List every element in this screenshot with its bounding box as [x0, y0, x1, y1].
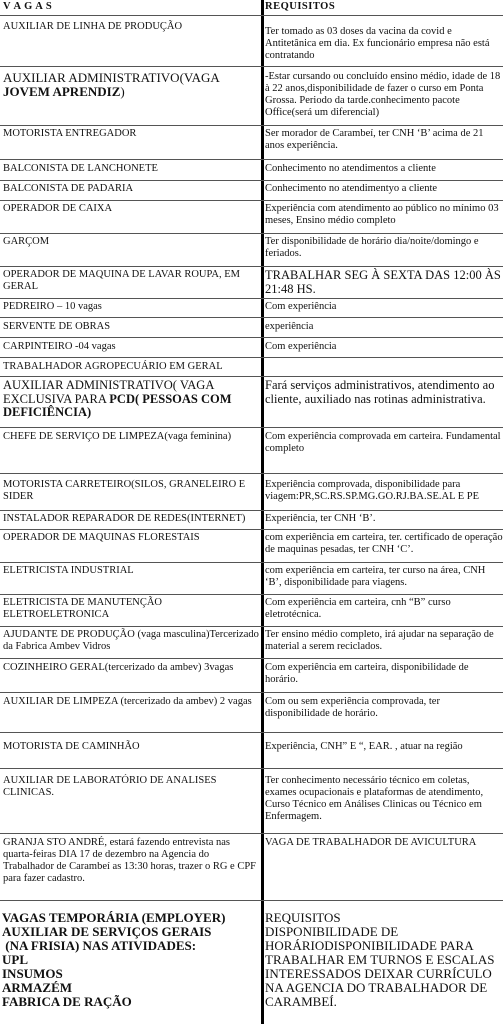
row-divider: [0, 833, 503, 834]
vaga-title: CHEFE DE SERVIÇO DE LIMPEZA(vaga feminina): [3, 431, 232, 442]
table-row: [0, 162, 503, 180]
row-divider: [0, 15, 503, 16]
vaga-title: AJUDANTE DE PRODUÇÃO (vaga masculina)Tercerizado da Fabrica Ambev Vidros: [3, 629, 259, 652]
temp-req-line: INTERESSADOS DEIXAR CURRÍCULO: [265, 966, 492, 981]
row-divider: [0, 658, 503, 659]
vaga-title: MOTORISTA ENTREGADOR: [3, 128, 137, 139]
row-divider: [0, 159, 503, 160]
vaga-title: AUXILIAR ADMINISTRATIVO( VAGA EXCLUSIVA PARA PCD( PESSOAS COM DEFICIÊNCIA): [3, 378, 232, 419]
row-divider: [0, 529, 503, 530]
temp-line: ARMAZÉM: [2, 980, 73, 995]
vaga-title: COZINHEIRO GERAL(tercerizado da ambev) 3vagas: [3, 662, 234, 673]
vaga-title: ELETRICISTA DE MANUTENÇÃO ELETROELETRONICA: [3, 597, 162, 620]
table-row: [0, 300, 503, 317]
header-requisitos: REQUISITOS: [265, 1, 336, 12]
vaga-title: BALCONISTA DE LANCHONETE: [3, 163, 158, 174]
vaga-requirement: com experiência em carteira, ter. certificado de operação de maquinas pesadas, ter CNH ‘C’.: [265, 532, 503, 555]
vaga-title: OPERADOR DE MAQUINAS FLORESTAIS: [3, 532, 200, 543]
row-divider: [0, 692, 503, 693]
vaga-title: SERVENTE DE OBRAS: [3, 321, 111, 332]
table-row: [0, 202, 503, 232]
table-row: [0, 596, 503, 626]
vaga-requirement: Com ou sem experiência comprovada, ter disponibilidade de horário.: [265, 696, 440, 719]
vaga-requirement: Fará serviços administrativos, atendimento ao cliente, auxiliado nas rotinas administrativa.: [265, 378, 495, 406]
table-row: [0, 360, 503, 376]
vaga-requirement: -Estar cursando ou concluído ensino médio, idade de 18 à 22 anos,disponibilidade de fazer o curso em Ponta Grossa. Periodo da tarde.conhecimento pacote Office(será um diferencial): [265, 71, 501, 118]
table-row: [0, 182, 503, 200]
row-divider: [0, 233, 503, 234]
vaga-title: INSTALADOR REPARADOR DE REDES(INTERNET): [3, 513, 246, 524]
vaga-requirement: experiência: [265, 321, 314, 332]
vaga-requirement: Com experiência: [265, 301, 337, 312]
table-row: [0, 378, 503, 426]
table-row: [0, 268, 503, 298]
vaga-title: TRABALHADOR AGROPECUÁRIO EM GERAL: [3, 361, 223, 372]
row-divider: [0, 376, 503, 377]
header-vagas: V A G A S: [3, 1, 53, 12]
vaga-title: OPERADOR DE MAQUINA DE LAVAR ROUPA, EM GERAL: [3, 269, 240, 292]
temp-req-line: REQUISITOS: [265, 910, 341, 925]
temp-line: AUXILIAR DE SERVIÇOS GERAIS: [2, 924, 212, 939]
temp-req-line: CARAMBEÍ.: [265, 994, 337, 1009]
vaga-title: AUXILIAR DE LABORATÓRIO DE ANALISES CLINICAS.: [3, 775, 217, 798]
table-row: [0, 127, 503, 158]
row-divider: [0, 266, 503, 267]
vaga-requirement: Experiência comprovada, disponibilidade para viagem:PR,SC.RS.SP.MG.GO.RJ.BA.SE.AL E PE: [265, 479, 480, 502]
row-divider: [0, 768, 503, 769]
vaga-title: OPERADOR DE CAIXA: [3, 203, 113, 214]
vaga-title: MOTORISTA CARRETEIRO(SILOS, GRANELEIRO E SIDER: [3, 479, 246, 502]
vaga-highlight: PCD( PESSOAS COM DEFICIÊNCIA): [3, 391, 232, 419]
row-divider: [0, 562, 503, 563]
temp-line: UPL: [2, 952, 28, 967]
table-header: [0, 0, 503, 15]
vaga-requirement: Ter ensino médio completo, irá ajudar na separação de material a serem reciclados.: [265, 629, 494, 652]
row-divider: [0, 125, 503, 126]
vaga-requirement: Experiência, ter CNH ‘B’.: [265, 513, 376, 524]
table-row: [0, 320, 503, 337]
vaga-requirement: Com experiência em carteira, disponibilidade de horário.: [265, 662, 469, 685]
temp-line: FABRICA DE RAÇÃO: [2, 994, 132, 1009]
vaga-title: AUXILIAR ADMINISTRATIVO(VAGA JOVEM APRENDIZ): [3, 70, 220, 99]
row-divider: [0, 900, 503, 901]
temp-req-line: HORÁRIODISPONIBILIDADE PARA: [265, 938, 474, 953]
table-row: [0, 430, 503, 464]
row-divider: [0, 473, 503, 474]
table-row: [0, 564, 503, 594]
vaga-title: AUXILIAR DE LIMPEZA (tercerizado da ambev) 2 vagas: [3, 696, 252, 707]
vaga-title: MOTORISTA DE CAMINHÃO: [3, 741, 140, 752]
table-row: [0, 478, 503, 508]
vaga-requirement: com experiência em carteira, ter curso na área, CNH ‘B’, disponibilidade para viagens.: [265, 565, 486, 588]
vaga-requirement: TRABALHAR SEG À SEXTA DAS 12:00 ÀS 21:48 HS.: [265, 268, 501, 296]
vaga-requirement: Com experiência em carteira, cnh “B” curso eletrotécnica.: [265, 597, 451, 620]
vaga-title: BALCONISTA DE PADARIA: [3, 183, 134, 194]
table-row: [0, 774, 503, 832]
table-row: [0, 235, 503, 265]
vaga-requirement: Ter conhecimento necessário técnico em coletas, exames ocupacionais e plataformas de atendimento, Curso Técnico em Análises Clinicas ou Técnico em Enfermagem.: [265, 775, 484, 822]
table-row: [0, 20, 503, 66]
vaga-title: AUXILIAR DE LINHA DE PRODUÇÃO: [3, 21, 183, 32]
vaga-requirement: Experiência com atendimento ao público no mínimo 03 meses, Ensino médio completo: [265, 203, 499, 226]
table-row: [0, 628, 503, 658]
row-divider: [0, 317, 503, 318]
vaga-requirement: Com experiência comprovada em carteira. Fundamental completo: [265, 431, 501, 454]
table-row: [0, 512, 503, 529]
temp-req-line: NA AGENCIA DO TRABALHADOR DE: [265, 980, 488, 995]
vaga-requirement: Experiência, CNH” E “, EAR. , atuar na região: [265, 741, 463, 752]
vaga-highlight: JOVEM APRENDIZ: [3, 84, 121, 99]
table-row: [0, 661, 503, 691]
vaga-title: CARPINTEIRO -04 vagas: [3, 341, 116, 352]
temp-line: VAGAS TEMPORÁRIA (EMPLOYER): [2, 910, 226, 925]
table-row: [0, 67, 503, 125]
row-divider: [0, 510, 503, 511]
row-divider: [0, 298, 503, 299]
table-row: [0, 340, 503, 357]
vaga-requirement: Ter tomado as 03 doses da vacina da covid e Antitetânica em dia. Ex funcionário empresa não está contratando: [265, 26, 490, 61]
row-divider: [0, 732, 503, 733]
table-row: [0, 740, 503, 766]
table-row: [0, 695, 503, 729]
row-divider: [0, 357, 503, 358]
vaga-requirement: Ser morador de Carambeí, ter CNH ‘B’ acima de 21 anos experiência.: [265, 128, 484, 151]
vaga-title: ELETRICISTA INDUSTRIAL: [3, 565, 134, 576]
vaga-requirement: Conhecimento no atendimentos a cliente: [265, 163, 436, 174]
row-divider: [0, 200, 503, 201]
vaga-title: GRANJA STO ANDRÉ, estará fazendo entrevista nas quarta-feiras DIA 17 de dezembro na Agencia do Trabalhador de Carambeí as 13:30 horas, trazer o RG e CPF para fazer cadastro.: [3, 837, 257, 884]
vaga-requirement: VAGA DE TRABALHADOR DE AVICULTURA: [265, 837, 477, 848]
row-divider: [0, 626, 503, 627]
temp-line: (NA FRISIA) NAS ATIVIDADES:: [2, 938, 197, 953]
vaga-title: GARÇOM: [3, 236, 50, 247]
temp-line: INSUMOS: [2, 966, 63, 981]
row-divider: [0, 427, 503, 428]
temp-req-line: DISPONIBILIDADE DE: [265, 924, 399, 939]
row-divider: [0, 337, 503, 338]
table-row: [0, 836, 503, 896]
vaga-requirement: Com experiência: [265, 341, 337, 352]
vaga-requirement: Ter disponibilidade de horário dia/noite/domingo e feriados.: [265, 236, 479, 259]
vaga-title: PEDREIRO – 10 vagas: [3, 301, 102, 312]
vaga-requirement: Conhecimento no atendimentyo a cliente: [265, 183, 438, 194]
table-row: [0, 531, 503, 561]
row-divider: [0, 594, 503, 595]
temporary-vacancies-row: [0, 910, 503, 1024]
row-divider: [0, 180, 503, 181]
temp-req-line: TRABALHAR EM TURNOS E ESCALAS: [265, 952, 495, 967]
